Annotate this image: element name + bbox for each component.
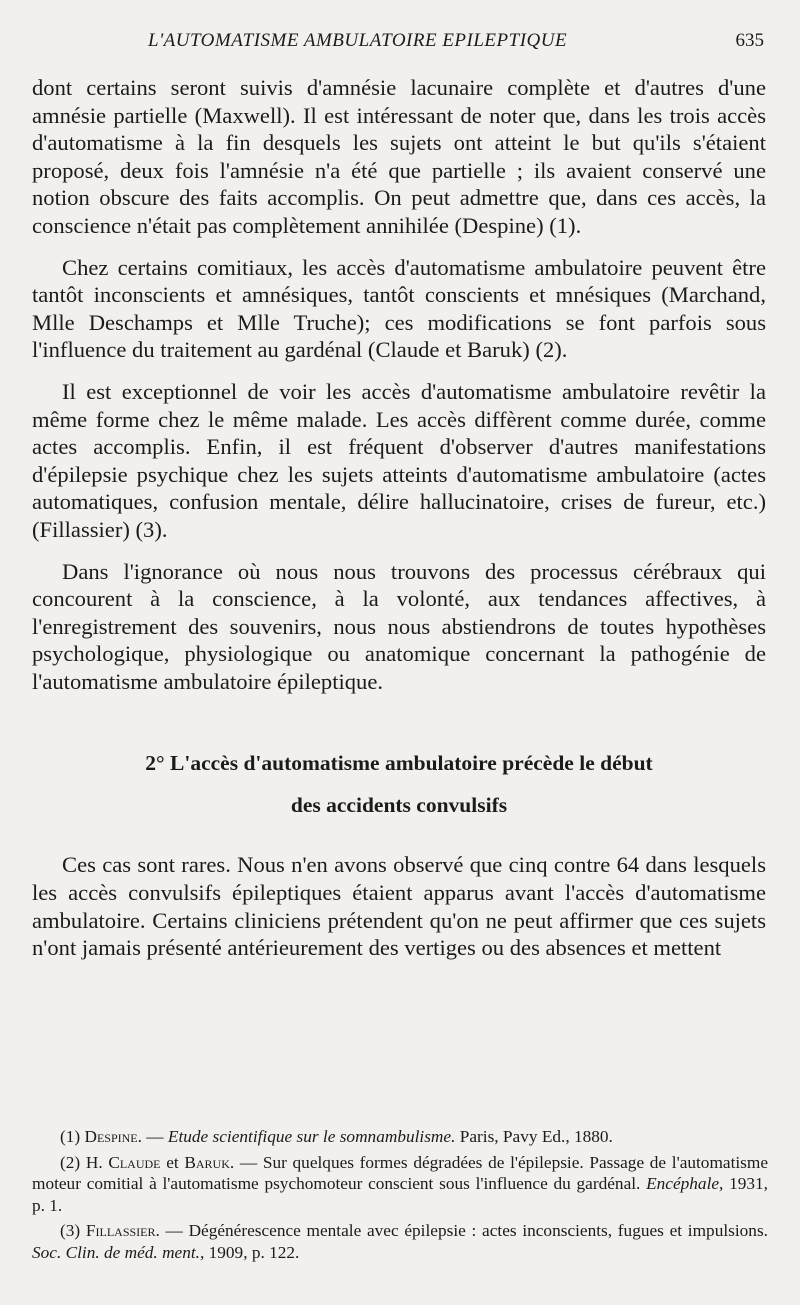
paragraph-exceptionnel: Il est exceptionnel de voir les accès d'automatisme ambulatoire revêtir la même forme chez le même malade. Les accès diffèrent comme durée, comme actes accomplis. Enfin, il est fréquent d'observer d'autres manifestations d'épilepsie psychique chez les sujets atteints d'automatisme ambulatoire (actes automatiques, confusion mentale, délire hallucinatoire, crises de fureur, etc.) (Fillassier) (3). [32, 378, 766, 542]
page-number: 635 [735, 30, 764, 51]
paragraph-comitiaux: Chez certains comitiaux, les accès d'automatisme ambulatoire peuvent être tantôt inconscients et amnésiques, tantôt conscients et mnésiques (Marchand, Mlle Deschamps et Mlle Truche); ces modifications se font parfois sous l'influence du traitement au gardénal (Claude et Baruk) (2). [32, 254, 766, 363]
running-title: L'AUTOMATISME AMBULATOIRE EPILEPTIQUE [148, 30, 568, 51]
footnote-2-dash: — [234, 1152, 263, 1172]
footnote-1-title: Etude scientifique sur le somnambulisme. [167, 1127, 456, 1146]
footnote-2-conj: et [160, 1152, 185, 1172]
paragraph-continued: dont certains seront suivis d'amnésie lacunaire complète et d'autres d'une amnésie partielle (Maxwell). Il est intéressant de noter que, dans les trois accès d'automatisme à la fin desquels les sujets ont atteint le but qu'ils s'étaient proposé, deux fois l'amnésie n'a été que partielle ; ils avaient conservé une notion obscure des faits accomplis. On peut admettre que, dans ces accès, la conscience n'était pas complètement annihilée (Despine) (1). [32, 75, 766, 238]
footnote-2-author-1: Claude [108, 1152, 161, 1172]
footnote-3-journal: Soc. Clin. de méd. ment., [32, 1242, 205, 1262]
footnote-3-mark: (3) [60, 1221, 81, 1240]
footnote-1-author: Despine. [84, 1127, 142, 1146]
footnote-2-journal: Encéphale, [646, 1174, 724, 1193]
footnote-2-author-2: Baruk. [184, 1152, 235, 1172]
footnote-3-dash: — [159, 1221, 189, 1240]
footnote-1-dash: — [141, 1127, 168, 1146]
footnote-3-author: Fillassier. [85, 1221, 160, 1240]
footnote-2-author-prefix: H. [85, 1152, 109, 1172]
footnotes [32, 1126, 768, 1267]
footnote-2 [32, 1152, 768, 1217]
footnote-3 [32, 1220, 768, 1263]
section-heading [32, 743, 766, 825]
footnote-3-rest: 1909, p. 122. [204, 1242, 300, 1262]
section-heading-line-1: 2° L'accès d'automatisme ambulatoire précède le début [145, 751, 653, 776]
footnote-2-mark: (2) [60, 1152, 81, 1172]
paragraph-cas-rares: Ces cas sont rares. Nous n'en avons observé que cinq contre 64 dans lesquels les accès convulsifs épileptiques étaient apparus avant l'accès d'automatisme ambulatoire. Certains cliniciens prétendent qu'on ne peut affirmer que ces sujets n'ont jamais présenté antérieurement des vertiges ou des absences et mettent [32, 852, 766, 961]
footnote-2-text: Sur quelques formes dégradées de l'épilepsie. Passage de l'automatisme moteur comitial à l'automatisme psychomoteur conscient sous l'influence du gardénal. [32, 1152, 769, 1193]
paragraph-ignorance: Dans l'ignorance où nous nous trouvons des processus cérébraux qui concourent à la conscience, à la volonté, aux tendances affectives, à l'enregistrement des souvenirs, nous nous abstiendrons de toutes hypothèses psychologique, physiologique ou anatomique concernant la pathogénie de l'automatisme ambulatoire épileptique. [32, 558, 766, 694]
footnote-2-rest: 1931, p. 1. [32, 1174, 769, 1215]
footnote-1-mark: (1) [60, 1127, 81, 1146]
main-text [32, 74, 766, 962]
footnote-3-text: Dégénérescence mentale avec épilepsie : actes inconscients, fugues et impulsions. [188, 1221, 768, 1240]
footnote-1 [32, 1126, 768, 1148]
footnote-1-rest: Paris, Pavy Ed., 1880. [455, 1127, 613, 1146]
section-heading-line-2: des accidents convulsifs [290, 793, 508, 818]
